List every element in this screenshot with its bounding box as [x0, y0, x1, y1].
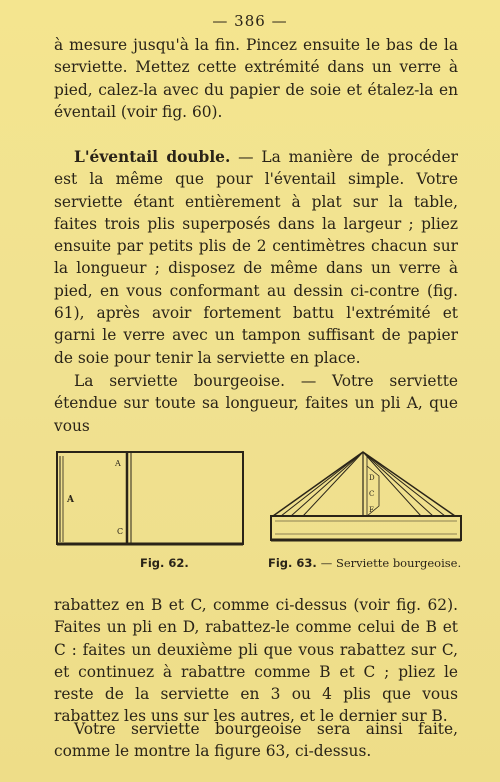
- figure-63-caption-title: — Serviette bourgeoise.: [320, 556, 462, 570]
- page-number: — 386 —: [212, 12, 288, 30]
- paragraph-heading: L'éventail double.: [74, 148, 231, 166]
- paragraph-continuation: [54, 34, 458, 123]
- fig62-label-a-top: A: [115, 459, 121, 468]
- fig62-label-a: A: [67, 495, 74, 505]
- paragraph-instructions: [54, 594, 458, 728]
- paragraph-text: à mesure jusqu'à la fin. Pincez ensuite le bas de la serviette. Mettez cette extrémité dans un verre à pied, calez-la avec du papier de soie et étalez-la en éventail (voir fig. 60).: [54, 36, 458, 121]
- paragraph-text: — La manière de procéder est la même que pour l'éventail simple. Votre serviette étant entièrement à plat sur la table, faites trois plis superposés dans la largeur ; pliez ensuite par petits plis de 2 centimètres chacun sur la longueur ; disposez de même dans un verre à pied, en vous conformant au dessin ci-contre (fig. 61), après avoir fortement battu l'extrémité et garni le verre avec un tampon suffisant de papier de soie pour tenir la serviette en place.: [54, 148, 458, 367]
- paragraph-eventail-double: [54, 146, 458, 369]
- paragraph-serviette-bourgeoise: [54, 370, 458, 437]
- fig63-label-d: D: [369, 474, 375, 482]
- paragraph-text: Votre serviette bourgeoise sera ainsi faite, comme le montre la figure 63, ci-dessus.: [54, 720, 458, 761]
- figure-63-caption: [268, 556, 461, 570]
- fig62-label-c: C: [117, 527, 124, 536]
- paragraph-heading: La serviette bourgeoise.: [74, 372, 286, 390]
- paragraph-text: rabattez en B et C, comme ci-dessus (voir fig. 62). Faites un pli en D, rabattez-le comme celui de B et C : faites un deuxième pli que vous rabattez sur C, et continuez à rabattre comme B et C ; pliez le reste de la serviette en 3 ou 4 plis que vous rabattez les uns sur les autres, et le dernier sur B.: [54, 596, 458, 726]
- figure-63-caption-number: Fig. 63.: [268, 556, 317, 570]
- paragraph-conclusion: [54, 718, 458, 763]
- paragraph-text: — Votre serviette étendue sur toute sa longueur, faites un pli A, que vous: [54, 372, 458, 435]
- fig63-label-f: F: [369, 506, 374, 514]
- figure-62-illustration: [55, 446, 247, 550]
- figure-63-illustration: [267, 446, 465, 550]
- fig63-label-c: C: [369, 490, 375, 498]
- figure-62-caption: Fig. 62.: [140, 556, 189, 570]
